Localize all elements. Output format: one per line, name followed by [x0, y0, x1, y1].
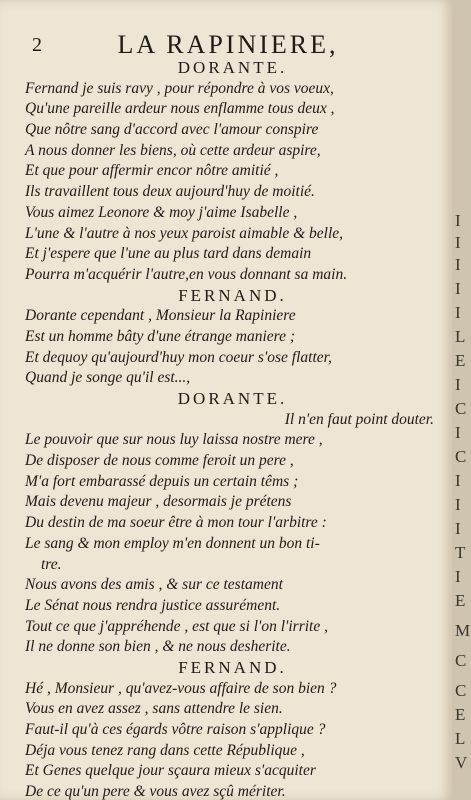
verse-line: Il ne donne son bien , & ne nous desherite.	[25, 638, 291, 656]
facing-page-letter: I	[455, 233, 461, 252]
verse-line: Et Genes quelque jour sçaura mieux s'acquiter	[25, 762, 316, 780]
page-header	[14, 30, 442, 60]
verse-line: De ce qu'un pere & vous avez sçû mériter.	[25, 783, 286, 800]
facing-page-letter: C	[455, 681, 467, 700]
verse-line: A nous donner les biens, où cette ardeur aspire,	[25, 141, 321, 159]
verse-line: Du destin de ma soeur être à mon tour l'arbitre :	[25, 514, 327, 532]
facing-page-letter: I	[455, 255, 461, 274]
facing-page-letter: I	[455, 375, 461, 394]
verse-line: Il n'en faut point douter.	[284, 410, 434, 428]
verse-line: Quand je songe qu'il est...,	[25, 369, 191, 387]
verse-line: Vous aimez Leonore & moy j'aime Isabelle ,	[25, 203, 298, 221]
facing-page-letter: I	[455, 519, 461, 538]
verse-text	[25, 58, 440, 800]
verse-line: Le sang & mon employ m'en donnent un bon ti-	[25, 534, 320, 552]
facing-page-letter: V	[455, 753, 468, 772]
facing-page-letter: I	[455, 471, 461, 490]
facing-page-letter: L	[455, 327, 466, 346]
facing-page-letter: I	[455, 495, 461, 514]
facing-page-letter: E	[455, 705, 466, 724]
verse-line: Le Sénat nous rendra justice assurément.	[25, 596, 281, 614]
speaker-name: FERNAND.	[178, 285, 287, 305]
verse-line: Mais devenu majeur , desormais je prétens	[25, 493, 292, 511]
facing-page-letter: L	[455, 729, 466, 748]
verse-line: Et dequoy qu'aujourd'huy mon coeur s'ose flatter,	[25, 348, 332, 366]
verse-line: M'a fort embarassé depuis un certain têms ;	[25, 472, 299, 490]
verse-line: Pourra m'acquérir l'autre,en vous donnant sa main.	[25, 265, 348, 283]
speaker-name: DORANTE.	[177, 389, 288, 408]
verse-line: Vous en avez assez , sans attendre le sien.	[25, 700, 283, 718]
verse-line: Faut-il qu'à ces égards vôtre raison s'applique ?	[25, 721, 326, 738]
verse-line: Nous avons des amis , & sur ce testament	[25, 576, 283, 594]
facing-page-letter: I	[455, 567, 461, 586]
verse-line: Que nôtre sang d'accord avec l'amour conspire	[25, 121, 319, 139]
verse-line: Hé , Monsieur , qu'avez-vous affaire de son bien ?	[25, 679, 337, 697]
verse-line: L'une & l'autre à nos yeux paroist aimable & belle,	[25, 224, 344, 242]
facing-page-letter: I	[455, 279, 461, 298]
facing-page-letter: E	[455, 591, 466, 610]
running-title: LA RAPINIERE,	[117, 30, 339, 59]
facing-page-letter: C	[455, 447, 467, 466]
verse-line: Est un homme bâty d'une étrange maniere ;	[25, 327, 296, 345]
facing-page-letter: I	[455, 303, 461, 322]
verse-line: Et que pour affermir encor nôtre amitié ,	[25, 162, 279, 180]
verse-line: tre.	[41, 555, 62, 573]
facing-page-letter: C	[455, 399, 467, 418]
page-number: 2	[32, 34, 42, 56]
verse-line: Dorante cependant , Monsieur la Rapiniere	[25, 307, 296, 325]
verse-line: Tout ce que j'appréhende , est que si l'on l'irrite ,	[25, 617, 328, 635]
speaker-name: FERNAND.	[178, 657, 287, 677]
facing-page-letter: E	[455, 351, 466, 370]
facing-page-letter: M	[455, 621, 471, 640]
facing-page-letter: I	[455, 423, 461, 442]
speaker-name: DORANTE.	[177, 58, 288, 77]
verse-line: Qu'une pareille ardeur nous enflamme tous deux ,	[25, 100, 335, 118]
verse-line: Ils travaillent tous deux aujourd'huy de moitié.	[25, 183, 315, 201]
facing-page-letter: I	[455, 211, 461, 230]
facing-page-edge	[452, 0, 471, 800]
facing-page-letter: T	[455, 543, 466, 562]
verse-line: Le pouvoir que sur nous luy laissa nostre mere ,	[25, 431, 323, 449]
verse-line: Et j'espere que l'une au plus tard dans demain	[25, 245, 312, 263]
verse-line: Fernand je suis ravy , pour répondre à vos voeux,	[25, 79, 334, 97]
verse-line: Déja vous tenez rang dans cette République ,	[25, 741, 305, 759]
facing-page-letter: C	[455, 651, 467, 670]
verse-line: De disposer de nous comme feroit un pere ,	[25, 452, 294, 470]
